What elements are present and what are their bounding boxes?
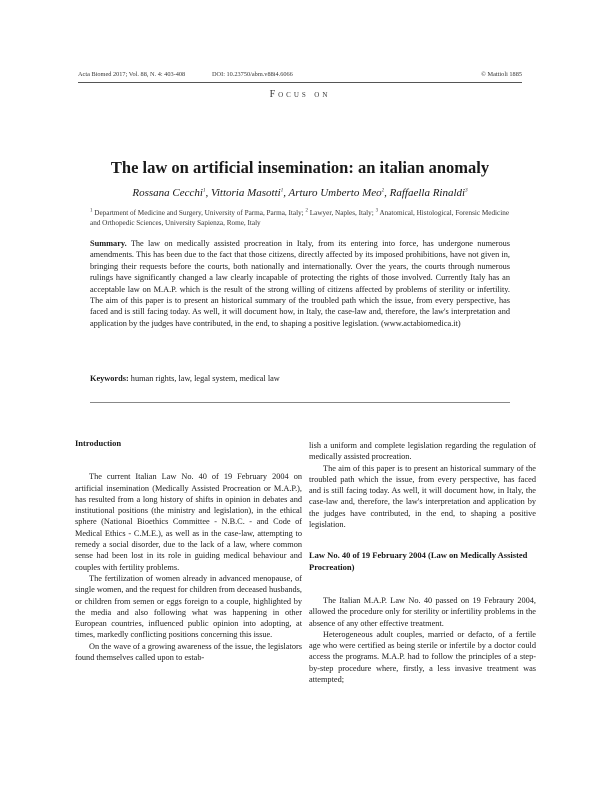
paragraph: The aim of this paper is to present an historical summary of the troubled path which the issue, from every perspective, has faced and is still facing today. As well, it will document how, in Italy, the case-law and, therefore, the law's interpretation and application by the judges have contributed, in the end, to shaping a positive legislation.: [309, 463, 536, 530]
header-rule: [78, 82, 522, 83]
keywords: [90, 374, 510, 383]
affiliation-mark: 1: [90, 208, 93, 214]
paragraph: Heterogeneous adult couples, married or defacto, of a fertile age who were certified as being sterile or infertile by a doctor could access the programs. M.A.P. had to follow the principles of a step-by-step procedure where, firstly, a less invasive treatment was attempted;: [309, 629, 536, 685]
paragraph: The current Italian Law No. 40 of 19 February 2004 on artificial insemination (Medically Assisted Procreation or M.A.P.), has resulted from a long history of shifts in opinion in debates and institutional positions (the ministry and legislation), in the ethical sphere (National Bioethics Committee - N.B.C. - and Code of Medical Ethics - C.M.E.), as well as in the case-law, attempting to remedy a social disorder, due to the lack of a law, where common sense had been lost in its role in guiding medical behaviour and couples with fertility problems.: [75, 472, 302, 572]
paragraph: The Italian M.A.P. Law No. 40 passed on 19 Febraury 2004, allowed the procedure only for sterility or infertility problems in the absence of any other effective treatment.: [309, 595, 536, 628]
section-heading-law-no-40: Law No. 40 of 19 February 2004 (Law on Medically Assisted Procreation): [309, 550, 528, 572]
paragraph: On the wave of a growing awareness of the issue, the legislators found themselves called upon to estab-: [75, 641, 302, 663]
article-title: The law on artificial insemination: an italian anomaly: [110, 158, 490, 177]
right-column: [309, 440, 536, 685]
keywords-label: Keywords:: [90, 374, 129, 383]
author-name: Arturo Umberto Meo: [288, 187, 382, 199]
left-column: [75, 438, 302, 663]
spacer: [309, 584, 536, 595]
abstract: [90, 238, 510, 329]
doi: DOI: 10.23750/abm.v88i4.6066: [212, 71, 293, 78]
section-heading-introduction: Introduction: [75, 438, 122, 448]
spacer: [309, 530, 536, 550]
abstract-text: The law on medically assisted procreation in Italy, from its entering into force, has undergone numerous amendments. This has been due to the fact that those citizens, directly affected by its imposed prohibitions, have not given in, bringing their requests before the courts, both nationally and internationally. Over the years, the courts through numerous rulings have significantly changed a law clearly incapable of protecting the rights of those involved. Currently Italy has an acceptable law on M.A.P. which is the result of the strong willing of citizens affected by problems of sterility or infertility. The aim of this paper is to present an historical summary of the troubled path which the issue, from every perspective, has faced and is still facing today. As well, it will document how, in Italy, the case-law and, therefore, the law's interpretation and application by the judges have contributed, in the end, to shaping a positive legislation. (www.actabiomedica.it): [90, 239, 510, 328]
affiliation-mark: 2: [305, 208, 308, 214]
affiliation-text: Anatomical, Histological, Forensic Medicine and Orthopedic Sciences, University Sapienza, Rome, Italy: [90, 209, 510, 227]
author-separator: ,: [283, 187, 289, 199]
affiliation-mark: 3: [375, 208, 379, 214]
keywords-text: human rights, law, legal system, medical law: [128, 374, 280, 383]
section-tag: Focus on: [269, 89, 331, 100]
author-name: Raffaella Rinaldi: [389, 187, 466, 199]
author-name: Vittoria Masotti: [210, 187, 281, 199]
journal-reference: Acta Biomed 2017; Vol. 88, N. 4: 403-408: [78, 71, 186, 78]
abstract-label: Summary.: [90, 239, 127, 248]
author-list: [0, 187, 600, 199]
author-separator: ,: [205, 187, 211, 199]
author-affiliation-mark: 2: [381, 188, 385, 194]
paragraph: The fertilization of women already in advanced menopause, of single women, and the request for children from deceased husbands, or children from semen or eggs foreign to a couple, highlighted by the media and also following what was happening in other European countries, influenced public opinion into adopting, at times, markedly conflicting positions concerning this issue.: [75, 573, 302, 640]
author-affiliation-mark: 1: [280, 188, 284, 194]
paragraph: lish a uniform and complete legislation regarding the regulation of medically assisted procreation.: [309, 441, 536, 462]
author-affiliation-mark: 3: [465, 188, 468, 194]
author-separator: ,: [384, 187, 390, 199]
abstract-separator: [90, 402, 510, 403]
affiliation-text: Lawyer, Naples, Italy;: [307, 209, 376, 217]
affiliation-text: Department of Medicine and Surgery, University of Parma, Parma, Italy;: [92, 209, 306, 217]
author-name: Rossana Cecchi: [132, 187, 203, 199]
spacer: [75, 460, 302, 471]
copyright: © Mattioli 1885: [481, 71, 522, 78]
author-affiliation-mark: 1: [202, 188, 206, 194]
affiliations: [90, 208, 510, 228]
